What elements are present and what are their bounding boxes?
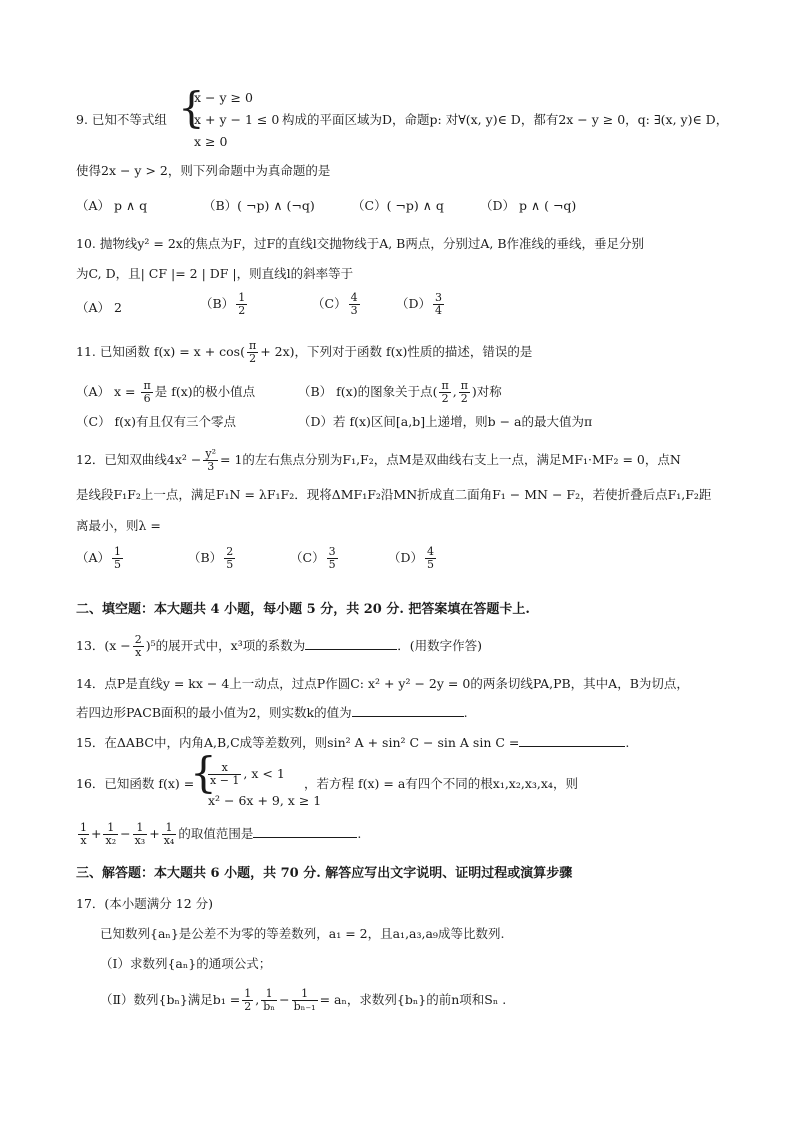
q12-stem-line2: 是线段F₁F₂上一点，满足F₁N = λF₁F₂．现将ΔMF₁F₂沿MN折成直二面角F₁ − MN − F₂，若使折叠后点F₁,F₂距	[76, 487, 712, 502]
q10-option-a: （A） 2	[76, 300, 122, 315]
q12-stem-line1	[76, 448, 681, 473]
q13-answer-blank[interactable]	[305, 637, 397, 650]
q17-stem-line1: 已知数列{aₙ}是公差不为零的等差数列，a₁ = 2，且a₁,a₃,a₉成等比数列.	[100, 926, 505, 941]
q12-option-d-den: 5	[427, 558, 435, 571]
q16-fraction-4	[162, 822, 177, 847]
q11-stem	[76, 340, 532, 365]
q16-case-2: x² − 6x + 9, x ≥ 1	[208, 793, 322, 808]
q11-option-b-post: )对称	[471, 384, 502, 399]
q11-option-a-den: 6	[143, 392, 151, 405]
q12-option-b	[188, 546, 237, 571]
q12-option-c-num: 3	[328, 545, 336, 558]
q16-case-1-fraction	[208, 762, 241, 787]
q9-stem-prefix	[76, 112, 167, 128]
q11-option-b-fraction-2	[459, 380, 470, 405]
q13-stem-num: 2	[134, 633, 142, 646]
q10-option-b	[200, 292, 249, 317]
q15-stem-text: 15．在ΔABC中，内角A,B,C成等差数列，则sin² A + sin² C − sin A sin C =	[76, 735, 520, 750]
q11-option-d: （D）若 f(x)区间[a,b]上递增，则b − a的最大值为π	[298, 414, 593, 429]
q11-stem-fraction	[247, 340, 258, 365]
q10-option-b-den: 2	[238, 304, 246, 317]
q11-option-b	[298, 380, 502, 405]
q12-option-a-num: 1	[114, 545, 122, 558]
q16-fraction-2-den: x₂	[105, 834, 117, 847]
q9-system-line-1: x − y ≥ 0	[194, 90, 253, 105]
q16-stem-pre: 16．已知函数 f(x) =	[76, 776, 195, 791]
q16-fraction-3	[133, 822, 148, 847]
q12-stem-pre: 12．已知双曲线4x² −	[76, 452, 202, 467]
q13-stem-tail: ．(用数字作答)	[397, 638, 482, 653]
q16-fraction-4-num: 1	[162, 822, 177, 835]
q11-option-b-fraction-1	[439, 380, 450, 405]
q16-operator-3: +	[149, 826, 160, 841]
q10-option-b-fraction	[236, 292, 247, 317]
q16-fraction-1-den: x	[80, 834, 87, 847]
q9-system-brace: {	[178, 83, 205, 132]
q15-stem-tail: .	[625, 735, 630, 750]
q10-option-d-den: 4	[435, 304, 443, 317]
q11-stem-pre: 11. 已知函数 f(x) = x + cos(	[76, 344, 245, 359]
q9-prefix-text: 9. 已知不等式组	[76, 112, 167, 127]
q13-stem-fraction	[133, 634, 144, 659]
q16-operator-1: +	[91, 826, 102, 841]
q9-option-d: （D） p ∧ ( ¬q)	[480, 198, 577, 213]
q11-option-b-den-2: 2	[460, 392, 468, 405]
q10-option-c-label: （C）	[312, 296, 347, 311]
q17-part-2	[100, 988, 506, 1013]
q10-option-d	[396, 292, 446, 317]
q11-option-a-fraction	[141, 380, 152, 405]
q14-stem-line2-text: 若四边形PACB面积的最小值为2，则实数k的值为	[76, 705, 352, 720]
q12-option-c-label: （C）	[290, 550, 325, 565]
q16-case-1-num: x	[208, 762, 241, 775]
q9-stem-line2: 使得2x − y > 2，则下列命题中为真命题的是	[76, 163, 331, 178]
q14-answer-blank[interactable]	[352, 704, 464, 717]
section-2-heading: 二、填空题：本大题共 4 小题，每小题 5 分，共 20 分. 把答案填在答题卡上.	[76, 602, 530, 617]
q17-fraction-a-num: 1	[261, 988, 277, 1001]
q9-option-b: （B）( ¬p) ∧ (¬q)	[203, 198, 315, 213]
q11-stem-post: + 2x)，下列对于函数 f(x)性质的描述，错误的是	[260, 344, 533, 359]
q12-stem-fraction	[203, 448, 218, 473]
q12-option-b-den: 5	[226, 558, 234, 571]
q17-part-2-pre: （Ⅱ）数列{bₙ}满足b₁ =	[100, 992, 241, 1007]
q11-stem-den: 2	[249, 352, 257, 365]
q16-case-1-den: x − 1	[210, 774, 240, 787]
q16-fraction-2-num: 1	[103, 822, 118, 835]
q16-piecewise-brace: {	[190, 748, 217, 797]
q12-stem-den: 3	[207, 460, 215, 473]
q11-option-a-pre: （A） x =	[76, 384, 140, 399]
q9-system-line-3: x ≥ 0	[194, 134, 228, 149]
section-3-heading: 三、解答题：本大题共 6 小题，共 70 分. 解答应写出文字说明、证明过程或演算步骤	[76, 866, 573, 881]
q13-stem-den: x	[135, 646, 142, 659]
q12-option-a-fraction	[112, 546, 123, 571]
q17-part-2-minus: −	[279, 992, 290, 1007]
q15-stem	[76, 734, 629, 751]
q11-option-b-den-1: 2	[441, 392, 449, 405]
q13-stem-post: )⁵的展开式中，x³项的系数为	[145, 638, 306, 653]
q10-option-d-fraction	[433, 292, 444, 317]
q17-fraction-a-den: bₙ	[263, 1000, 276, 1013]
q17-fraction-b	[292, 988, 318, 1013]
q16-fraction-2	[103, 822, 118, 847]
q13-stem-pre: 13．(x −	[76, 638, 131, 653]
q11-option-a-num: π	[143, 379, 151, 392]
q16-stem-line2	[76, 822, 361, 847]
q12-option-d	[388, 546, 438, 571]
q12-option-b-num: 2	[226, 545, 234, 558]
q16-case-1-cond: , x < 1	[243, 766, 285, 781]
q16-fraction-3-num: 1	[133, 822, 148, 835]
q12-stem-post: = 1的左右焦点分别为F₁,F₂，点M是双曲线右支上一点，满足MF₁·MF₂ = 0，点N	[220, 452, 681, 467]
q15-answer-blank[interactable]	[519, 734, 625, 747]
q16-fraction-1	[78, 822, 89, 847]
q14-stem-line2	[76, 704, 468, 721]
q17-b1-den: 2	[244, 1000, 252, 1013]
q11-stem-num: π	[248, 339, 257, 352]
q14-stem-line1: 14．点P是直线y = kx − 4上一动点，过点P作圆C: x² + y² − 2y = 0的两条切线PA,PB，其中A，B为切点，	[76, 676, 689, 691]
q17-heading: 17．(本小题满分 12 分)	[76, 896, 214, 911]
q10-option-b-num: 1	[238, 291, 246, 304]
q16-stem-post: ，若方程 f(x) = a有四个不同的根x₁,x₂,x₃,x₄，则	[304, 776, 578, 791]
q14-stem-tail: .	[463, 705, 468, 720]
q10-option-b-label: （B）	[200, 296, 235, 311]
q16-answer-blank[interactable]	[253, 825, 357, 838]
q12-option-a-label: （A）	[76, 550, 111, 565]
q12-option-a	[76, 546, 125, 571]
q9-option-a: （A） p ∧ q	[76, 198, 148, 213]
q17-fraction-b-den: bₙ₋₁	[293, 1000, 316, 1013]
q11-option-c: （C） f(x)有且仅有三个零点	[76, 414, 236, 429]
q11-option-b-pre: （B） f(x)的图象关于点(	[298, 384, 438, 399]
q12-option-a-den: 5	[114, 558, 122, 571]
q10-option-c-num: 4	[350, 291, 358, 304]
q12-option-b-label: （B）	[188, 550, 223, 565]
q16-stem-line2-text: 的取值范围是	[178, 826, 254, 841]
q11-option-b-num-2: π	[460, 379, 468, 392]
q12-option-c-fraction	[327, 546, 338, 571]
q10-stem-line1: 10. 抛物线y² = 2x的焦点为F，过F的直线l交抛物线于A, B两点，分别过A, B作准线的垂线，垂足分别	[76, 236, 645, 251]
q11-option-a-post: 是 f(x)的极小值点	[154, 384, 256, 399]
q10-stem-line2: 为C, D，且| CF |= 2 | DF |，则直线l的斜率等于	[76, 266, 354, 281]
q17-fraction-a	[261, 988, 277, 1013]
q17-fraction-b-num: 1	[292, 988, 318, 1001]
q10-option-c-fraction	[349, 292, 360, 317]
q12-option-d-fraction	[425, 546, 436, 571]
q16-stem-tail: .	[357, 826, 362, 841]
q17-part-1: （Ⅰ）求数列{aₙ}的通项公式；	[100, 956, 272, 971]
q16-operator-2: −	[120, 826, 131, 841]
q17-b1-num: 1	[244, 987, 252, 1000]
q12-stem-line3: 离最小，则λ =	[76, 518, 161, 533]
q11-option-a	[76, 380, 255, 405]
q13-stem	[76, 634, 482, 659]
q16-fraction-1-num: 1	[80, 821, 87, 834]
q12-option-d-label: （D）	[388, 550, 424, 565]
q11-option-b-num-1: π	[441, 379, 449, 392]
q9-stem-text: 构成的平面区域为D，命题p: 对∀(x, y)∈ D，都有2x − y ≥ 0，q: ∃(x, y)∈ D，	[282, 112, 729, 127]
q12-option-d-num: 4	[427, 545, 435, 558]
q10-option-c-den: 3	[350, 304, 358, 317]
q12-option-c-den: 5	[328, 558, 336, 571]
q10-option-c	[312, 292, 362, 317]
q17-b1-fraction	[242, 988, 253, 1013]
q16-fraction-3-den: x₃	[134, 834, 146, 847]
q17-part-2-comma: ,	[255, 992, 260, 1007]
q16-case-1	[206, 762, 285, 787]
q12-option-b-fraction	[224, 546, 235, 571]
q10-option-d-num: 3	[435, 291, 443, 304]
q10-option-d-label: （D）	[396, 296, 432, 311]
q12-option-c	[290, 546, 340, 571]
q17-part-2-post: = aₙ，求数列{bₙ}的前n项和Sₙ .	[319, 992, 507, 1007]
q9-option-c: （C）( ¬p) ∧ q	[352, 198, 444, 213]
q11-option-b-comma: ,	[452, 384, 457, 399]
q16-fraction-4-den: x₄	[163, 834, 175, 847]
q9-system-line-2: x + y − 1 ≤ 0	[194, 112, 280, 127]
q12-stem-num: y²	[205, 447, 216, 460]
